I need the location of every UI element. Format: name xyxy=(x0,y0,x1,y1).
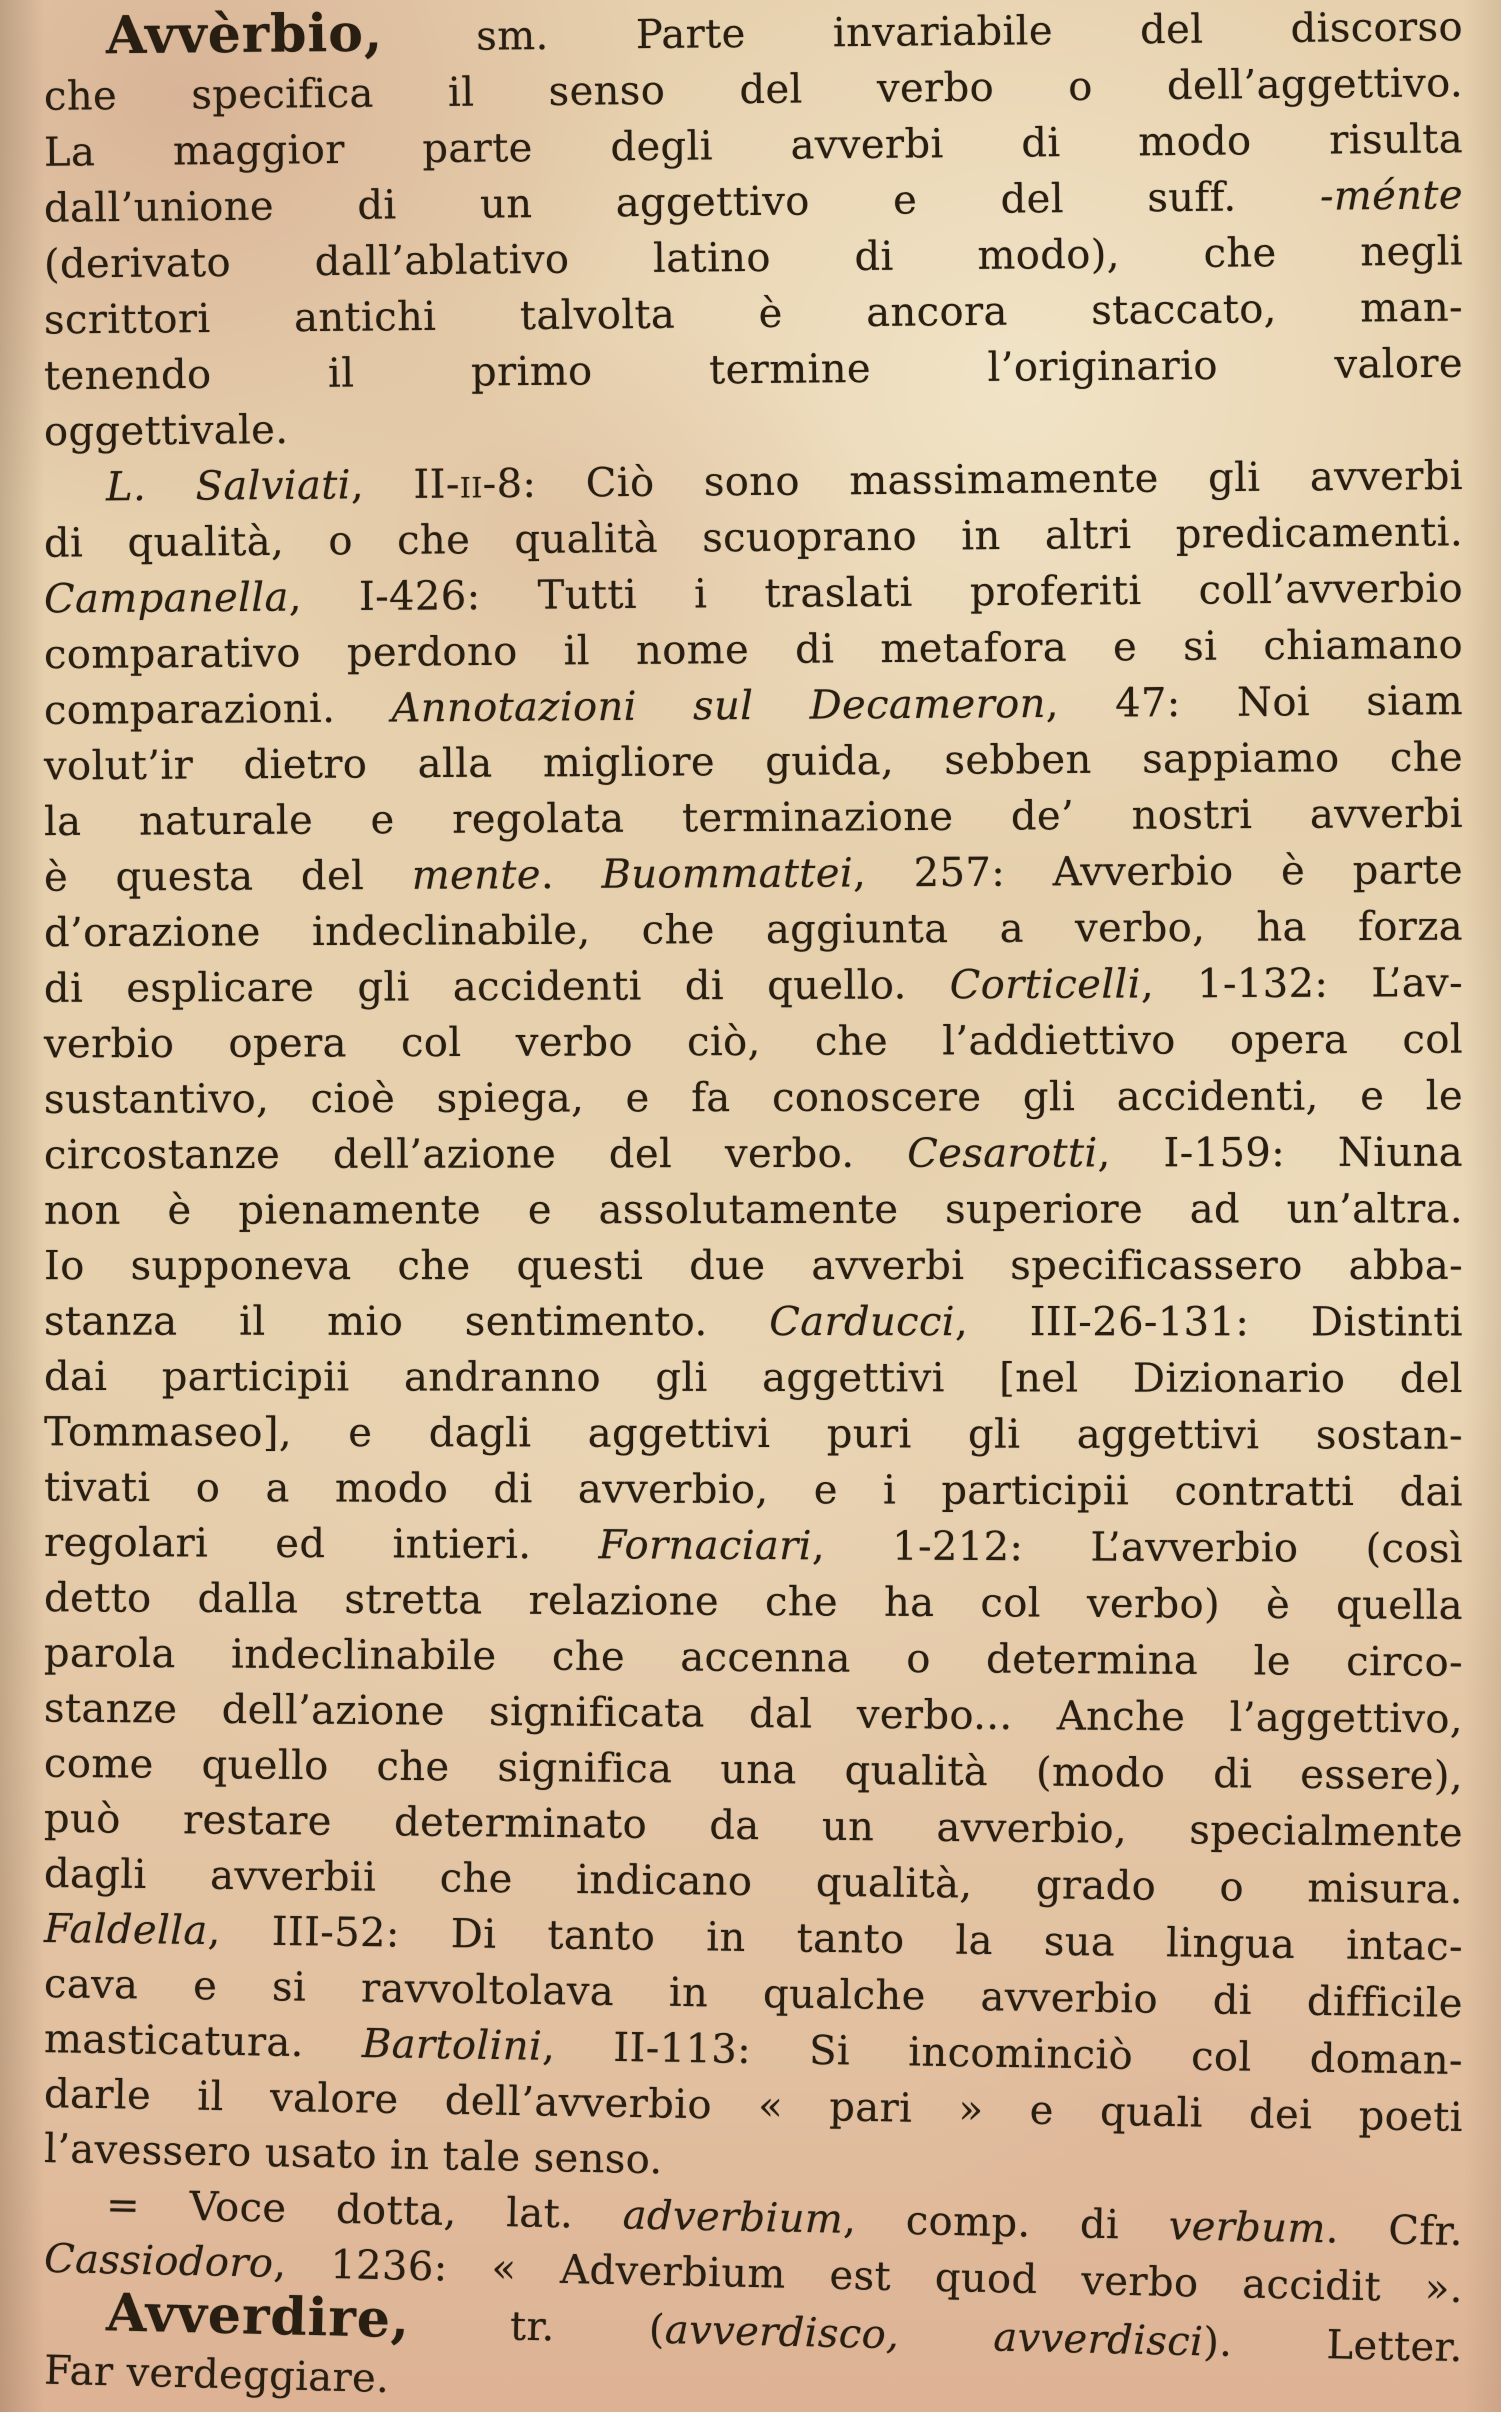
body-text: dall’unione di un aggettivo e del suff. xyxy=(43,173,1321,232)
body-text: , I-426: Tutti i traslati proferiti coll’avverbio xyxy=(288,565,1464,621)
text-line xyxy=(44,1294,1463,1351)
body-text: . xyxy=(540,851,602,899)
body-text: tivati o a modo di avverbio, e i participii contratti dai xyxy=(43,1464,1464,1516)
body-text: come quello che significa una qualità (modo di essere), xyxy=(43,1740,1464,1800)
body-text: sm. Parte invariabile del discorso xyxy=(476,4,1464,60)
body-text: , 1-132: L’av- xyxy=(1140,960,1464,1008)
body-text: oggettivale. xyxy=(43,407,289,456)
body-text: che specifica il senso del verbo o dell’aggettivo. xyxy=(43,60,1464,120)
body-text: di esplicare gli accidenti di quello. xyxy=(43,962,950,1012)
text-line xyxy=(44,1181,1463,1239)
italic-text: Cesarotti xyxy=(907,1130,1098,1177)
text-line xyxy=(44,1404,1463,1463)
body-text: sustantivo, cioè spiega, e fa conoscere gli accidenti, e le xyxy=(43,1073,1464,1123)
body-text: , III-52: Di tanto in tanto la sua lingua intac- xyxy=(207,1908,1464,1971)
body-text: Tommaseo], e dagli aggettivi puri gli aggettivi sostan- xyxy=(43,1409,1464,1459)
body-text: , 1236: « Adverbium est quod verbo accidit ». xyxy=(272,2240,1464,2313)
body-text: masticatura. xyxy=(43,2016,363,2067)
italic-text: Campanella xyxy=(43,574,289,623)
body-text: = Voce dotta, lat. xyxy=(105,2182,624,2239)
text-line xyxy=(44,1515,1463,1577)
body-text: , II- xyxy=(350,461,460,509)
body-text: , 47: Noi siam xyxy=(1045,678,1464,728)
entry-headword: Avvèrbio, xyxy=(105,1,477,67)
body-text: scrittori antichi talvolta è ancora staccato, man- xyxy=(43,284,1464,344)
body-text: l’avessero usato in tale senso. xyxy=(43,2126,664,2184)
body-text: non è pienamente e assolutamente superiore ad un’altra. xyxy=(43,1186,1464,1234)
body-text: comparazioni. xyxy=(43,685,392,734)
body-text: verbio opera col verbo ciò, che l’addiettivo opera col xyxy=(43,1016,1464,1068)
body-text: detto dalla stretta relazione che ha col verbo) è quella xyxy=(43,1575,1464,1629)
italic-text: Carducci xyxy=(769,1299,955,1346)
body-text: , III-26-131: Distinti xyxy=(954,1299,1464,1346)
body-text: -8: Ciò sono massimamente gli avverbi xyxy=(482,453,1464,508)
body-text: volut’ir dietro alla migliore guida, sebben sappiamo che xyxy=(43,734,1464,790)
italic-text: Corticelli xyxy=(949,961,1141,1009)
italic-text: Annotazioni sul Decameron xyxy=(391,681,1046,732)
italic-text: verbum xyxy=(1168,2203,1327,2253)
body-text: , 1-212: L’avverbio (così xyxy=(811,1523,1464,1573)
body-text: stanze dell’azione significata dal verbo... Anche l’aggettivo, xyxy=(43,1685,1464,1743)
body-text: La maggior parte degli avverbi di modo risulta xyxy=(43,116,1464,176)
body-text: tenendo il primo termine l’originario valore xyxy=(43,340,1464,400)
italic-text: -ménte xyxy=(1319,172,1464,220)
body-text: ii xyxy=(459,461,483,508)
italic-text: mente xyxy=(411,852,542,899)
body-text: cava e si ravvoltolava in qualche avverbio di difficile xyxy=(43,1961,1464,2027)
body-text: tr. ( xyxy=(509,2303,666,2353)
italic-text: Cassiodoro xyxy=(43,2235,274,2287)
body-text: , II-113: Si incominciò col doman- xyxy=(541,2023,1464,2084)
body-text: Far verdeggiare. xyxy=(43,2347,390,2403)
text-line xyxy=(44,842,1463,905)
body-text: è questa del xyxy=(43,852,412,901)
body-text: d’orazione indeclinabile, che aggiunta a verbo, ha forza xyxy=(43,903,1464,957)
text-line xyxy=(44,1570,1463,1634)
text-line xyxy=(44,1349,1463,1407)
text-line xyxy=(44,955,1463,1017)
text-line xyxy=(44,1460,1463,1521)
page-text xyxy=(43,1,1464,2412)
body-text: di qualità, o che qualità scuoprano in altri predicamenti. xyxy=(43,509,1464,567)
body-text: (derivato dall’ablativo latino di modo), che negli xyxy=(43,228,1464,288)
body-text: regolari ed intieri. xyxy=(43,1519,599,1569)
text-line xyxy=(44,786,1463,850)
italic-text: avverdisco, avverdisci xyxy=(664,2306,1204,2366)
body-text: la naturale e regolata terminazione de’ nostri avverbi xyxy=(43,790,1464,846)
body-text: dagli avverbii che indicano qualità, grado o misura. xyxy=(43,1850,1464,1914)
text-line xyxy=(44,899,1463,962)
body-text: darle il valore dell’avverbio « pari » e quali dei poeti xyxy=(43,2071,1464,2141)
body-text: stanza il mio sentimento. xyxy=(43,1298,770,1346)
body-text: può restare determinato da un avverbio, specialmente xyxy=(43,1795,1464,1857)
text-line xyxy=(44,1625,1463,1690)
body-text: comparativo perdono il nome di metafora e si chiamano xyxy=(43,621,1464,679)
body-text: ). Letter. xyxy=(1202,2319,1464,2372)
entry-avverbio-citations xyxy=(44,454,1463,2190)
body-text: , I-159: Niuna xyxy=(1097,1129,1464,1177)
text-line xyxy=(44,1068,1463,1128)
entry-avverbio-definition xyxy=(43,1,1464,456)
text-line xyxy=(44,617,1463,683)
body-text: , 257: Avverbio è parte xyxy=(852,847,1464,897)
body-text: Io supponeva che questi due avverbi specificassero abba- xyxy=(43,1242,1464,1290)
text-line xyxy=(44,1012,1463,1073)
body-text: circostanze dell’azione del verbo. xyxy=(43,1130,908,1179)
body-text: dai participii andranno gli aggettivi [nel Dizionario del xyxy=(43,1353,1464,1403)
text-line xyxy=(44,673,1463,739)
italic-text: Bartolini xyxy=(361,2020,543,2070)
italic-text: Buommattei xyxy=(601,850,854,898)
text-line xyxy=(44,730,1463,795)
body-text: parola indeclinabile che accenna o determina le circo- xyxy=(43,1630,1464,1686)
italic-text: L. Salviati xyxy=(105,462,352,511)
italic-text: adverbium xyxy=(622,2192,844,2243)
text-line xyxy=(44,1238,1463,1294)
body-text: . Cfr. xyxy=(1325,2206,1464,2255)
entry-headword: Avverdire, xyxy=(105,2282,511,2353)
italic-text: Faldella xyxy=(43,1905,208,1955)
entry-avverdire xyxy=(43,2282,1464,2412)
text-line xyxy=(44,1125,1463,1184)
italic-text: Fornaciari xyxy=(598,1522,813,1570)
body-text: , comp. di xyxy=(842,2196,1170,2250)
